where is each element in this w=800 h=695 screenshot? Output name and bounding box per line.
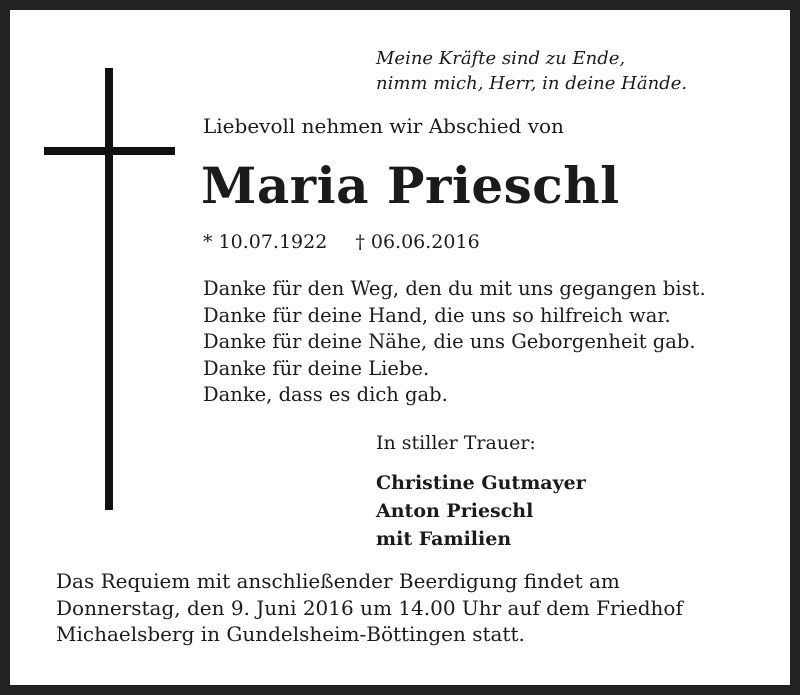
requiem-line: Michaelsberg in Gundelsheim-Böttingen statt.: [56, 622, 525, 646]
thanks-line: Danke, dass es dich gab.: [203, 383, 448, 406]
requiem-line: Donnerstag, den 9. Juni 2016 um 14.00 Uhr auf dem Friedhof: [56, 595, 683, 620]
quote-line: Meine Kräfte sind zu Ende,: [376, 48, 626, 69]
death-date: † 06.06.2016: [355, 231, 480, 253]
requiem-announcement: [56, 568, 683, 648]
cross-horizontal-bar: [44, 147, 175, 155]
thanks-verse: [203, 276, 706, 409]
thanks-line: Danke für deine Hand, die uns so hilfreich war.: [203, 303, 671, 327]
quote: [376, 46, 687, 96]
life-dates: [203, 231, 480, 253]
mourner-name: Anton Prieschl: [376, 500, 534, 522]
thanks-line: Danke für deine Liebe.: [203, 356, 430, 380]
farewell-intro: Liebevoll nehmen wir Abschied von: [203, 114, 564, 138]
birth-date: * 10.07.1922: [203, 231, 328, 253]
mourner-name: mit Familien: [376, 528, 512, 550]
mourner-name: Christine Gutmayer: [376, 472, 586, 494]
mourning-label: In stiller Trauer:: [376, 432, 536, 454]
thanks-line: Danke für deine Nähe, die uns Geborgenheit gab.: [203, 330, 696, 353]
requiem-line: Das Requiem mit anschließender Beerdigung findet am: [56, 569, 620, 593]
thanks-line: Danke für den Weg, den du mit uns gegangen bist.: [203, 277, 706, 300]
cross-vertical-bar: [105, 68, 113, 510]
mourners-list: [376, 469, 586, 553]
deceased-name: Maria Prieschl: [201, 156, 620, 215]
quote-line: nimm mich, Herr, in deine Hände.: [376, 73, 688, 94]
